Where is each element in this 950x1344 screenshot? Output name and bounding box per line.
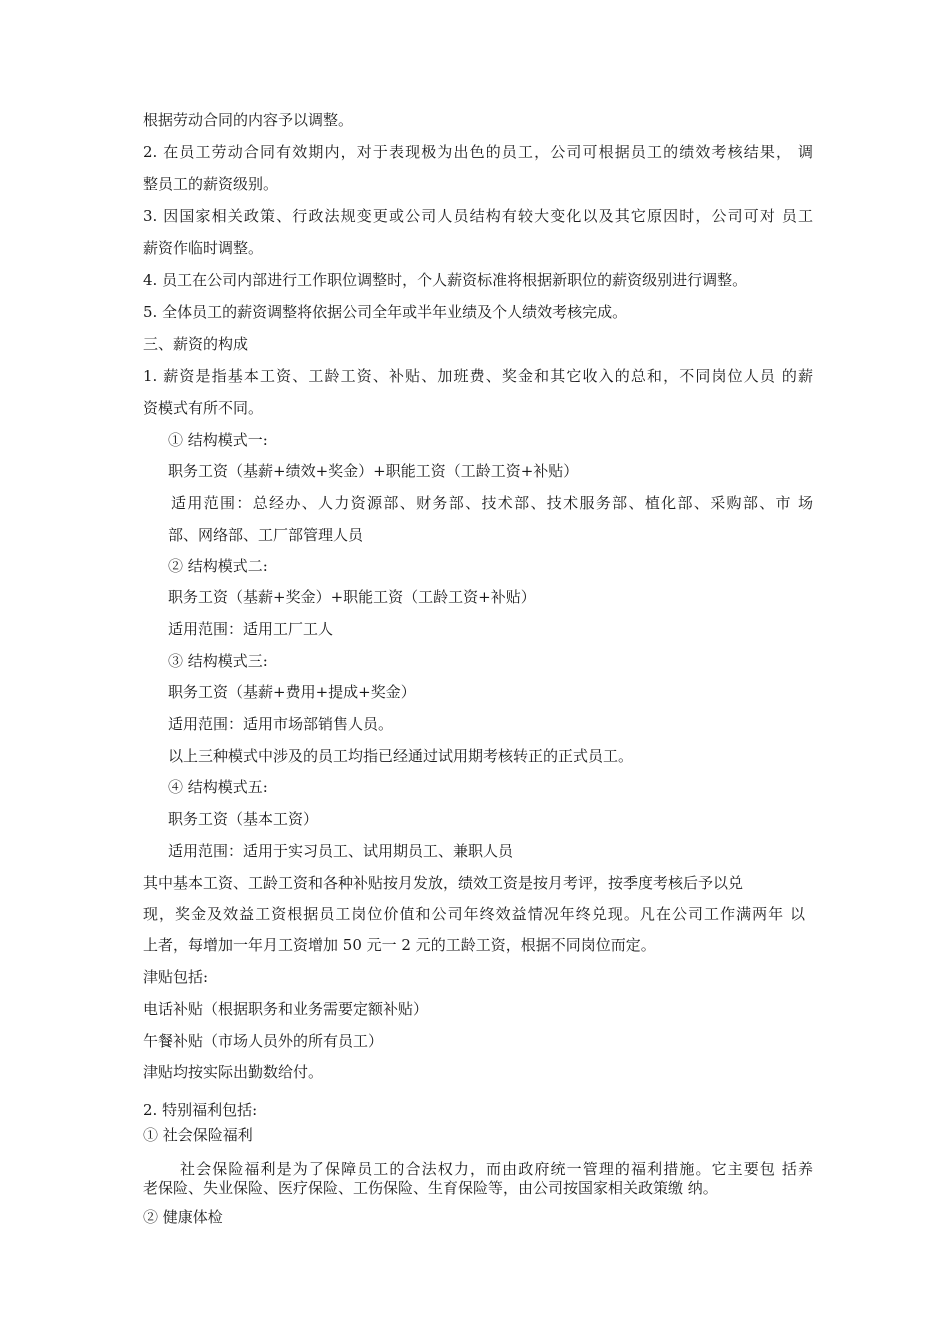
section-heading: 三、薪资的构成 (143, 335, 249, 353)
text-line: 职务工资（基薪+费用+提成+奖金） (168, 683, 416, 701)
text-line: 根据劳动合同的内容予以调整。 (143, 111, 354, 129)
text-line: 津贴均按实际出勤数给付。 (143, 1063, 324, 1081)
list-item-heading: ② 健康体检 (143, 1208, 223, 1226)
text-line: 电话补贴（根据职务和业务需要定额补贴） (143, 1000, 429, 1018)
text-line: 5. 全体员工的薪资调整将依据公司全年或半年业绩及个人绩效考核完成。 (143, 303, 628, 321)
list-item-heading: ② 结构模式二: (168, 557, 268, 575)
text-line: 适用范围：适用于实习员工、试用期员工、兼职人员 (168, 842, 514, 860)
text-line: 4. 员工在公司内部进行工作职位调整时，个人薪资标准将根据新职位的薪资级别进行调整。 (143, 271, 748, 289)
text-line: 薪资作临时调整。 (143, 239, 264, 257)
text-line: 2. 在员工劳动合同有效期内，对于表现极为出色的员工，公司可根据员工的绩效考核结果， 调 (143, 143, 813, 161)
list-item-heading: ① 社会保险福利 (143, 1126, 253, 1144)
text-line: 适用范围：适用市场部销售人员。 (168, 715, 394, 733)
text-line: 现，奖金及效益工资根据员工岗位价值和公司年终效益情况年终兑现。凡在公司工作满两年 以 (143, 905, 805, 923)
text-line: 部、网络部、工厂部管理人员 (168, 526, 364, 544)
list-item-heading: ④ 结构模式五: (168, 778, 268, 796)
text-line: 适用范围：总经办、人力资源部、财务部、技术部、技术服务部、植化部、采购部、市 场 (171, 494, 813, 512)
text-line: 社会保险福利是为了保障员工的合法权力，而由政府统一管理的福利措施。它主要包 括养 (180, 1160, 813, 1178)
text-line: 以上三种模式中涉及的员工均指已经通过试用期考核转正的正式员工。 (168, 747, 634, 765)
text-line: 职务工资（基薪+奖金）+职能工资（工龄工资+补贴） (168, 588, 536, 606)
text-line: 上者，每增加一年月工资增加 50 元一 2 元的工龄工资，根据不同岗位而定。 (143, 936, 656, 954)
text-line: 午餐补贴（市场人员外的所有员工） (143, 1032, 384, 1050)
list-item-heading: ① 结构模式一: (168, 431, 268, 449)
text-line: 整员工的薪资级别。 (143, 175, 279, 193)
text-line: 适用范围：适用工厂工人 (168, 620, 334, 638)
text-line: 津贴包括: (143, 968, 209, 986)
text-line: 老保险、失业保险、医疗保险、工伤保险、生育保险等，由公司按国家相关政策缴 纳。 (143, 1179, 718, 1197)
text-line: 1. 薪资是指基本工资、工龄工资、补贴、加班费、奖金和其它收入的总和，不同岗位人员 的薪 (143, 367, 813, 385)
text-line: 资模式有所不同。 (143, 399, 264, 417)
text-line: 3. 因国家相关政策、行政法规变更或公司人员结构有较大变化以及其它原因时，公司可对 员工 (143, 207, 813, 225)
list-item-heading: ③ 结构模式三: (168, 652, 268, 670)
text-line: 其中基本工资、工龄工资和各种补贴按月发放，绩效工资是按月考评，按季度考核后予以兑 (143, 874, 744, 892)
text-line: 职务工资（基本工资） (168, 810, 319, 828)
list-item-heading: 2. 特别福利包括: (143, 1101, 258, 1119)
text-line: 职务工资（基薪+绩效+奖金）+职能工资（工龄工资+补贴） (168, 462, 579, 480)
